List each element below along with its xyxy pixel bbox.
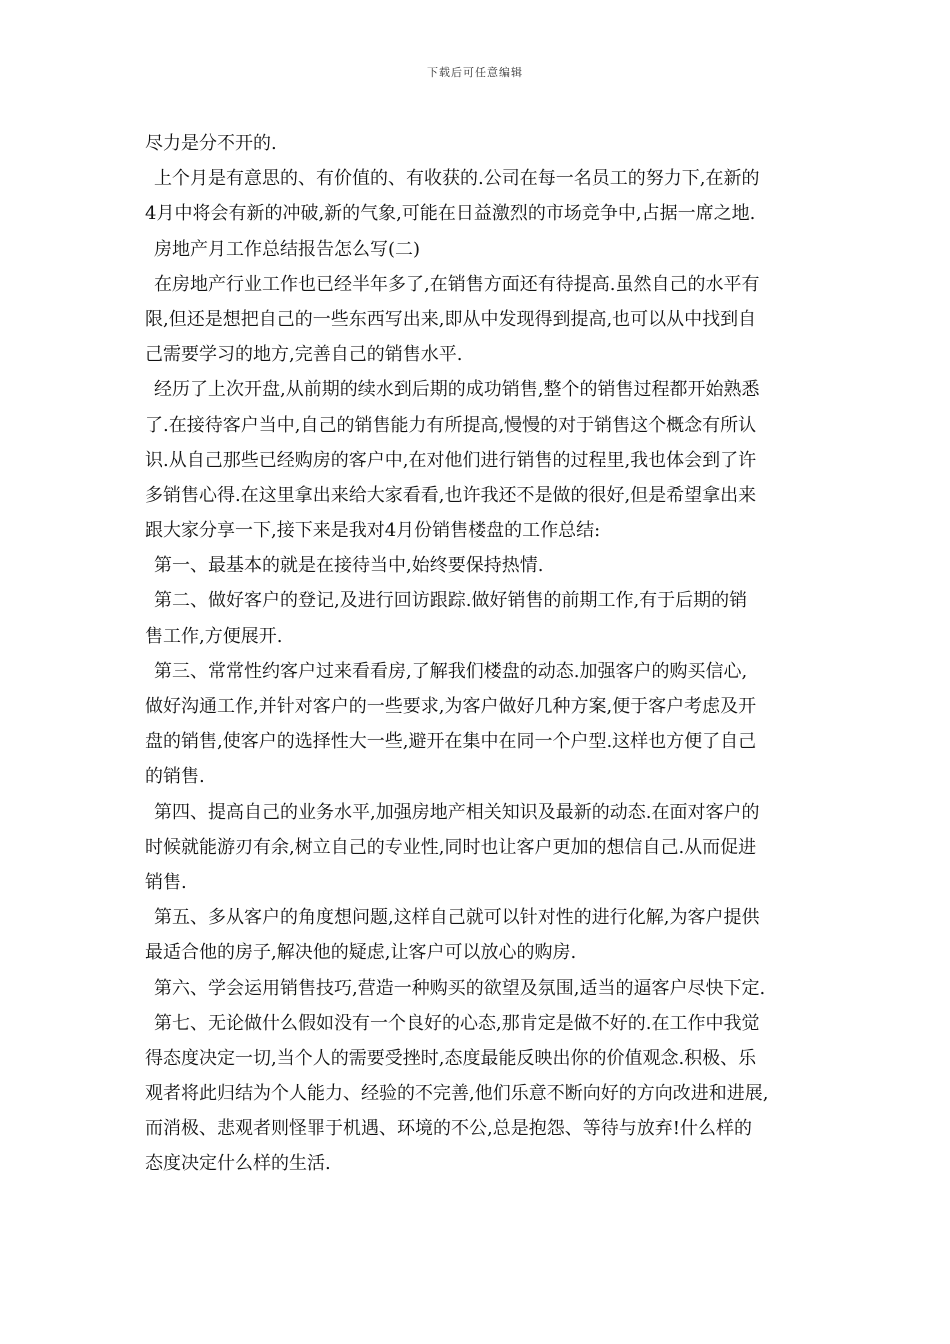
text-line: 最适合他的房子,解决他的疑虑,让客户可以放心的购房.: [145, 942, 577, 964]
paragraph-start-line: 在房地产行业工作也已经半年多了,在销售方面还有待提高.虽然自己的水平有: [154, 273, 760, 295]
text-line: 多销售心得.在这里拿出来给大家看看,也许我还不是做的很好,但是希望拿出来: [145, 484, 757, 506]
list-item-6: 第六、学会运用销售技巧,营造一种购买的欲望及氛围,适当的逼客户尽快下定.: [154, 977, 766, 999]
text-line: 得态度决定一切,当个人的需要受挫时,态度最能反映出你的价值观念.积极、乐: [145, 1047, 757, 1069]
text-line: 售工作,方便展开.: [145, 625, 283, 647]
document-body: [145, 126, 810, 1182]
text-line: 限,但还是想把自己的一些东西写出来,即从中发现得到提高,也可以从中找到自: [145, 308, 757, 330]
text-line: 尽力是分不开的.: [145, 133, 277, 154]
text-line: 的销售.: [145, 766, 205, 788]
header-note: 下载后可任意编辑: [427, 66, 523, 79]
text-line: 销售.: [145, 871, 187, 893]
text-line: 识.从自己那些已经购房的客户中,在对他们进行销售的过程里,我也体会到了许: [145, 449, 757, 471]
section-heading: 房地产月工作总结报告怎么写(二): [154, 238, 421, 260]
text-line: 做好沟通工作,并针对客户的一些要求,为客户做好几种方案,便于客户考虑及开: [145, 696, 757, 717]
paragraph-start-line: 上个月是有意思的、有价值的、有收获的.公司在每一名员工的努力下,在新的: [154, 168, 760, 190]
list-item-7: 第七、无论做什么假如没有一个良好的心态,那肯定是做不好的.在工作中我觉: [154, 1012, 760, 1034]
list-item-5: 第五、多从客户的角度想问题,这样自己就可以针对性的进行化解,为客户提供: [154, 907, 760, 929]
text-line: 了.在接待客户当中,自己的销售能力有所提高,慢慢的对于销售这个概念有所认: [145, 414, 757, 436]
text-line: 跟大家分享一下,接下来是我对4月份销售楼盘的工作总结:: [145, 520, 601, 542]
text-line: 态度决定什么样的生活.: [145, 1153, 331, 1175]
text-line: 己需要学习的地方,完善自己的销售水平.: [145, 344, 463, 366]
list-item-4: 第四、提高自己的业务水平,加强房地产相关知识及最新的动态.在面对客户的: [154, 801, 760, 823]
text-line: 盘的销售,使客户的选择性大一些,避开在集中在同一个户型.这样也方便了自己: [145, 731, 757, 753]
text-line: 4月中将会有新的冲破,新的气象,可能在日益激烈的市场竞争中,占据一席之地.: [145, 203, 756, 225]
text-line: 而消极、悲观者则怪罪于机遇、环境的不公,总是抱怨、等待与放弃!什么样的: [145, 1118, 752, 1140]
list-item-3: 第三、常常性约客户过来看看房,了解我们楼盘的动态.加强客户的购买信心,: [154, 660, 748, 682]
paragraph-start-line: 经历了上次开盘,从前期的续水到后期的成功销售,整个的销售过程都开始熟悉: [154, 379, 760, 401]
list-item-1: 第一、最基本的就是在接待当中,始终要保持热情.: [154, 555, 544, 577]
list-item-2: 第二、做好客户的登记,及进行回访跟踪.做好销售的前期工作,有于后期的销: [154, 590, 748, 612]
text-line: 观者将此归结为个人能力、经验的不完善,他们乐意不断向好的方向改进和进展,: [145, 1083, 769, 1105]
text-line: 时候就能游刃有余,树立自己的专业性,同时也让客户更加的想信自己.从而促进: [145, 836, 757, 858]
